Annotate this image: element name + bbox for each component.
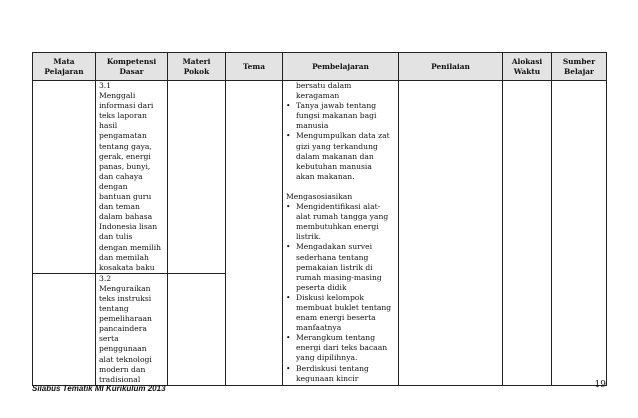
kd-text-line: teks instruksi [99, 293, 152, 303]
mata-pelajaran-cell [33, 273, 96, 385]
kd-text-line: kosakata baku [99, 262, 155, 272]
pembelajaran-item-line: dalam makanan dan [296, 151, 374, 161]
kd-text-line: 3.2 [99, 273, 112, 283]
bullet-icon: • [286, 363, 291, 373]
header-kompetensi-line-2: Dasar [119, 66, 144, 76]
header-mata-line-2: Pelajaran [44, 66, 84, 76]
kd-text-line: informasi dari [99, 101, 154, 111]
pembelajaran-item-line: kebutuhan manusia [296, 161, 372, 171]
kd-text-line: Menguraikan [99, 283, 151, 293]
pembelajaran-list-item [286, 242, 394, 292]
kd-text-line: tentang [99, 304, 129, 314]
kd-text-3-1 [96, 81, 167, 273]
kd-text-line: Indonesia lisan [99, 222, 158, 232]
pembelajaran-list-item [286, 293, 394, 333]
pembelajaran-item-line: gizi yang terkandung [296, 141, 378, 151]
kompetensi-dasar-cell-3-1 [96, 81, 168, 274]
pembelajaran-item-line: alat rumah tangga yang [296, 212, 389, 222]
bullet-icon: • [286, 101, 291, 111]
table-row [33, 81, 607, 274]
kd-text-line: bantuan guru [99, 192, 152, 202]
alokasi-waktu-cell [503, 81, 552, 386]
kd-text-line: dan teman [99, 202, 140, 212]
header-materi-line-2: Pokok [183, 66, 210, 76]
pembelajaran-item-line: Berdiskusi tentang [296, 363, 369, 373]
kd-text-line: dan cahaya [99, 171, 143, 181]
footer-title: Silabus Tematik MI Kurikulum 2013 [32, 384, 166, 393]
pembelajaran-item-line: energi dari teks bacaan [296, 343, 388, 353]
pembelajaran-item-line: manusia [296, 121, 329, 131]
header-mata-pelajaran [33, 53, 96, 81]
kd-text-line: pengamatan [99, 131, 147, 141]
pembelajaran-item-line: akan makanan. [296, 171, 355, 181]
syllabus-table [32, 52, 607, 386]
kd-text-line: dengan memilih [99, 242, 162, 252]
pembelajaran-intro-line: bersatu dalam [296, 81, 352, 90]
pembelajaran-item-line: yang dipilihnya. [296, 353, 358, 363]
mata-pelajaran-cell [33, 81, 96, 274]
pembelajaran-item-line: listrik. [296, 232, 321, 242]
header-alokasi-line-1: Alokasi [511, 56, 543, 66]
kd-text-line: hasil [99, 121, 118, 131]
pembelajaran-item-line: Tanya jawab tentang [296, 101, 377, 111]
kd-text-line: teks laporan [99, 111, 147, 121]
header-materi-pokok [168, 53, 226, 81]
pembelajaran-item-line: Mengadakan survei [296, 242, 373, 252]
kd-text-line: panas, bunyi, [99, 161, 151, 171]
kd-text-line: gerak, energi [99, 151, 151, 161]
header-sumber-line-1: Sumber [562, 56, 596, 66]
header-pembelajaran: Pembelajaran [283, 53, 399, 81]
materi-pokok-cell [168, 273, 226, 385]
kd-text-line: tradisional [99, 374, 141, 384]
kd-text-3-2 [96, 274, 167, 385]
kd-text-line: dalam bahasa [99, 212, 153, 222]
pembelajaran-item-line: membutuhkan energi [296, 222, 379, 232]
kd-text-line: modern dan [99, 364, 146, 374]
pembelajaran-item-line: Mengumpulkan data zat [296, 131, 390, 141]
header-materi-line-1: Materi [182, 56, 211, 66]
kd-text-line: serta [99, 334, 119, 344]
pembelajaran-item-line: sederhana tentang [296, 252, 369, 262]
pembelajaran-item-line: pemakaian listrik di [296, 262, 373, 272]
kd-text-line: dengan [99, 181, 128, 191]
pembelajaran-item-line: Mengidentifikasi alat- [296, 202, 381, 212]
section-gap [286, 182, 394, 192]
header-kompetensi-line-1: Kompetensi [106, 56, 157, 66]
penilaian-cell [399, 81, 503, 386]
pembelajaran-list-item [286, 333, 394, 363]
kd-text-line: alat teknologi [99, 354, 152, 364]
tema-cell [226, 81, 283, 386]
pembelajaran-list-item [286, 101, 394, 131]
bullet-icon: • [286, 131, 291, 141]
header-tema: Tema [226, 53, 283, 81]
pembelajaran-intro-line: keragaman [296, 91, 340, 101]
pembelajaran-item-line: membuat buklet tentang [296, 302, 392, 312]
bullet-icon: • [286, 242, 291, 252]
header-alokasi-waktu [503, 53, 552, 81]
pembelajaran-item-line: Diskusi kelompok [296, 292, 364, 302]
header-mata-line-1: Mata [53, 56, 75, 66]
page-number: 19 [594, 380, 606, 390]
bullet-icon: • [286, 292, 291, 302]
pembelajaran-item-line: kegunaan kincir [296, 373, 359, 383]
bullet-icon: • [286, 333, 291, 343]
kd-text-line: 3.1 [99, 81, 112, 90]
bullet-icon: • [286, 202, 291, 212]
pembelajaran-item-line: manfaatnya [296, 323, 342, 333]
kd-text-line: dan tulis [99, 232, 133, 242]
header-sumber-line-2: Belajar [564, 66, 594, 76]
pembelajaran-cell [283, 81, 399, 386]
sumber-belajar-cell [552, 81, 607, 386]
table-header-row [33, 53, 607, 81]
pembelajaran-item-line: Merangkum tentang [296, 333, 376, 343]
header-sumber-belajar [552, 53, 607, 81]
pembelajaran-item-line: enam energi beserta [296, 313, 376, 323]
header-penilaian: Penilaian [399, 53, 503, 81]
header-kompetensi-dasar [96, 53, 168, 81]
pembelajaran-content [283, 81, 398, 384]
pembelajaran-list-item [286, 131, 394, 181]
pembelajaran-list-item [286, 364, 394, 384]
kd-text-line: Menggali [99, 91, 136, 101]
materi-pokok-cell [168, 81, 226, 274]
pembelajaran-item-line: peserta didik [296, 282, 347, 292]
pembelajaran-item-line: fungsi makanan bagi [296, 111, 377, 121]
kd-text-line: dan memilah [99, 252, 149, 262]
header-alokasi-line-2: Waktu [513, 66, 541, 76]
pembelajaran-item-line: rumah masing-masing [296, 272, 382, 282]
kd-text-line: penggunaan [99, 344, 147, 354]
kd-text-line: tentang gaya, [99, 141, 152, 151]
kompetensi-dasar-cell-3-2 [96, 273, 168, 385]
pembelajaran-section-heading: Mengasosiasikan [286, 191, 353, 201]
pembelajaran-list-item [286, 202, 394, 242]
kd-text-line: pemeliharaan [99, 314, 152, 324]
kd-text-line: pancaindera [99, 324, 147, 334]
